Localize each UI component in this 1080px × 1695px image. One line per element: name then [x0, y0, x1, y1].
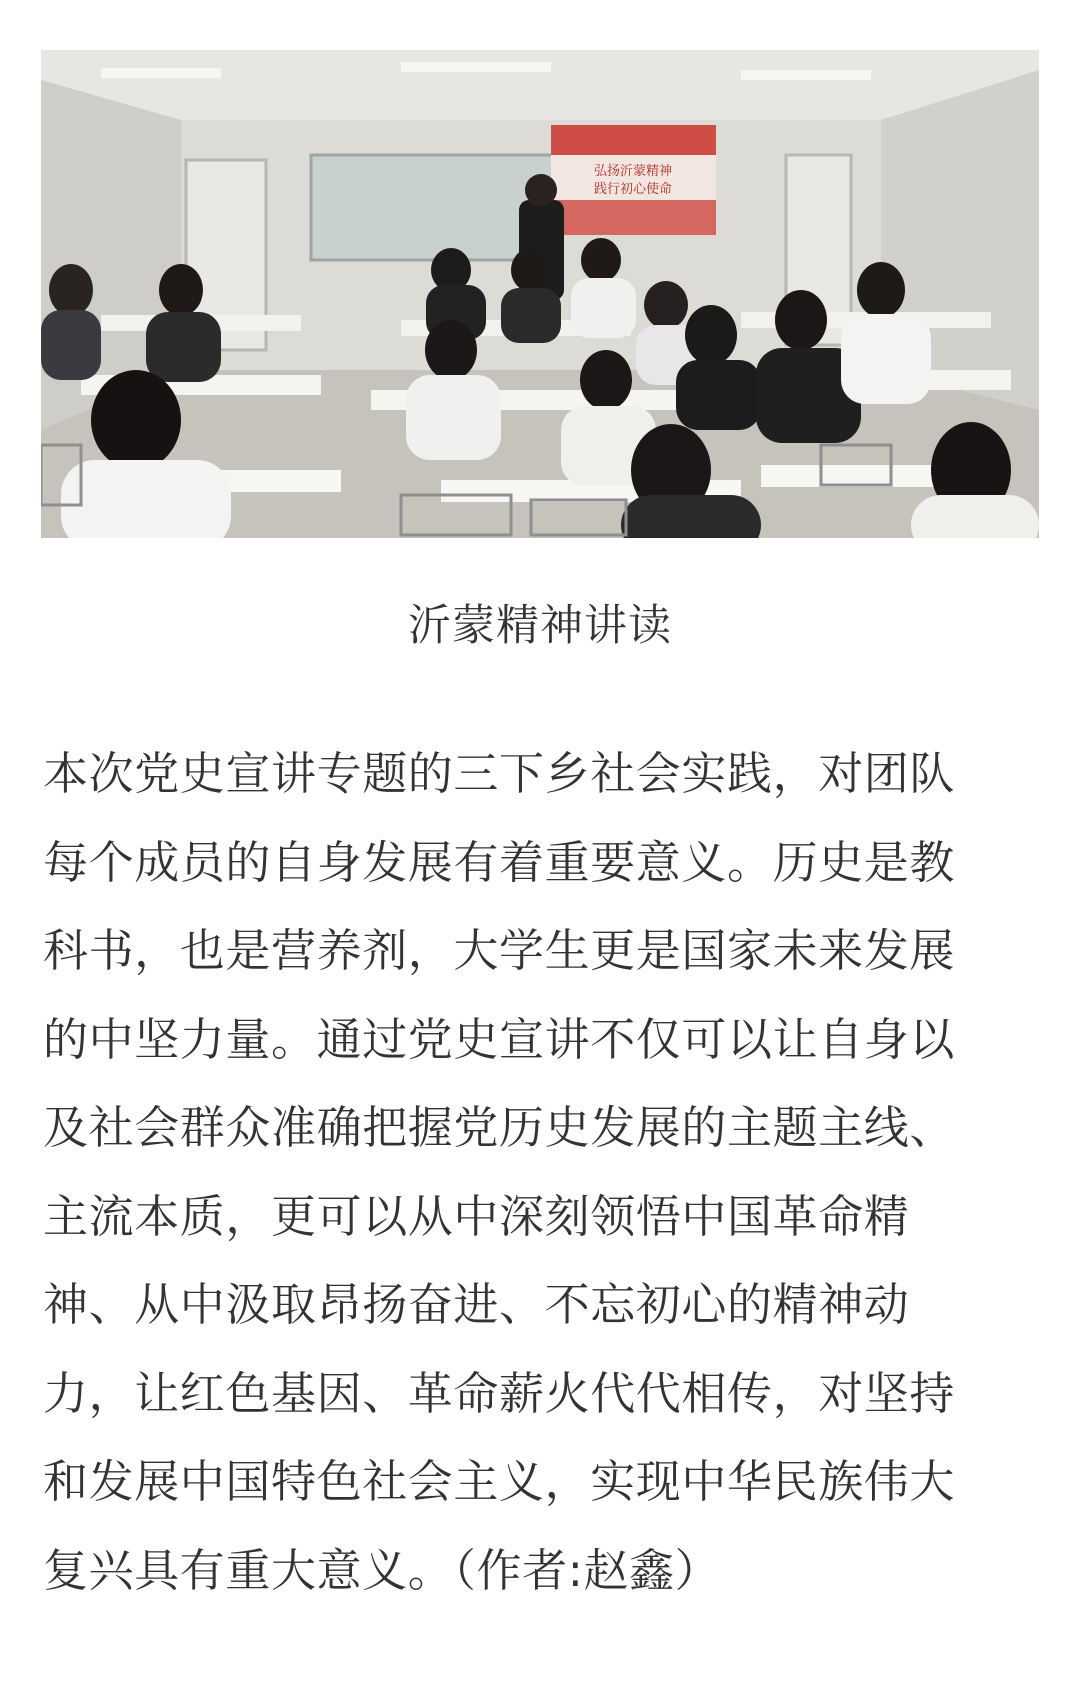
photo-caption: 沂蒙精神讲读 — [408, 601, 672, 651]
classroom-photo — [41, 50, 1039, 538]
classroom-photo-illustration — [41, 50, 1039, 538]
article-paragraph — [43, 730, 1038, 1615]
paragraph-line: 主流本质，更可以从中深刻领悟中国革命精 — [43, 1189, 910, 1243]
paragraph-line: 及社会群众准确把握党历史发展的主题主线、 — [43, 1101, 956, 1154]
ceiling-light — [401, 62, 551, 72]
paragraph-line: 复兴具有重大意义。（作者:赵鑫） — [43, 1543, 721, 1597]
paragraph-line: 每个成员的自身发展有着重要意义。历史是教 — [43, 835, 956, 889]
slide-text-2: 践行初心使命 — [593, 182, 673, 197]
ceiling-light — [741, 70, 871, 80]
slide-banner — [551, 125, 716, 155]
paragraph-line: 神、从中汲取昂扬奋进、不忘初心的精神动 — [43, 1278, 910, 1331]
slide-text-1: 弘扬沂蒙精神 — [593, 164, 673, 179]
paragraph-line: 科书，也是营养剂，大学生更是国家未来发展 — [43, 924, 956, 977]
ceiling-light — [101, 68, 221, 78]
slide-footer — [551, 200, 716, 235]
paragraph-line: 本次党史宣讲专题的三下乡社会实践，对团队 — [43, 747, 956, 800]
speaker-head — [525, 174, 557, 206]
paragraph-line: 的中坚力量。通过党史宣讲不仅可以让自身以 — [43, 1012, 956, 1066]
paragraph-line: 和发展中国特色社会主义，实现中华民族伟大 — [43, 1455, 956, 1508]
paragraph-line: 力，让红色基因、革命薪火代代相传，对坚持 — [43, 1366, 956, 1420]
ceiling — [41, 50, 1039, 120]
